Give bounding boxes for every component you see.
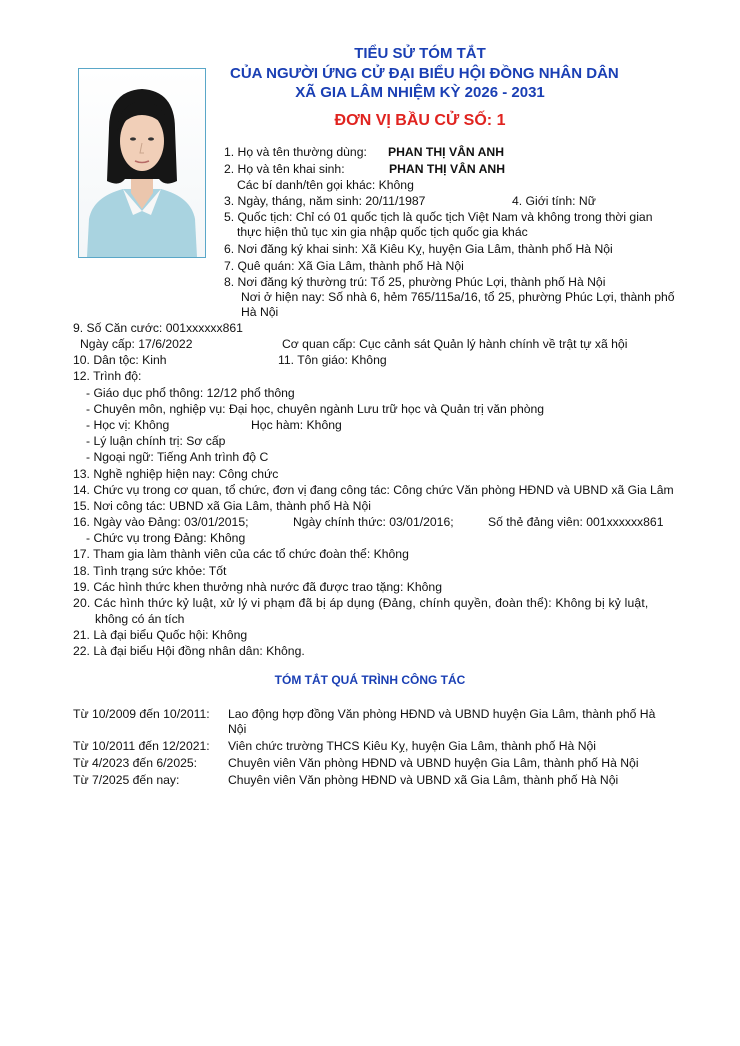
field-foreign-language: - Ngoại ngữ: Tiếng Anh trình độ C	[86, 450, 269, 464]
field-party-card-number: Số thẻ đảng viên: 001xxxxxx861	[488, 515, 664, 529]
field-common-name-label: 1. Họ và tên thường dùng:	[224, 145, 367, 159]
electoral-unit: ĐƠN VỊ BẦU CỬ SỐ: 1	[334, 112, 506, 129]
work-description: Lao động hợp đồng Văn phòng HĐND và UBND huyện Gia Lâm, thành phố Hà	[228, 707, 656, 721]
field-health: 18. Tình trạng sức khỏe: Tốt	[73, 564, 227, 578]
field-general-education: - Giáo dục phổ thông: 12/12 phổ thông	[86, 386, 295, 400]
field-academic-title: Học hàm: Không	[251, 418, 342, 432]
field-nationality: 5. Quốc tịch: Chỉ có 01 quốc tịch là quốc tịch Việt Nam và không trong thời gian	[224, 210, 653, 224]
field-birth-name-value: PHAN THỊ VÂN ANH	[389, 162, 506, 176]
work-description: Chuyên viên Văn phòng HĐND và UBND huyện Gia Lâm, thành phố Hà Nội	[228, 756, 639, 770]
work-history-title: TÓM TẮT QUÁ TRÌNH CÔNG TÁC	[274, 673, 466, 687]
field-current-residence-cont: Hà Nội	[241, 305, 279, 319]
field-position: 14. Chức vụ trong cơ quan, tổ chức, đơn vị đang công tác: Công chức Văn phòng HĐND và UBND xã Gia Lâm	[73, 483, 674, 497]
field-hometown: 7. Quê quán: Xã Gia Lâm, thành phố Hà Nội	[224, 259, 464, 273]
field-organizations: 17. Tham gia làm thành viên của các tổ chức đoàn thể: Không	[73, 547, 409, 561]
field-permanent-residence: 8. Nơi đăng ký thường trú: Tổ 25, phường Phúc Lợi, thành phố Hà Nội	[224, 275, 606, 289]
field-birth-date: 3. Ngày, tháng, năm sinh: 20/11/1987	[224, 194, 426, 208]
field-national-assembly: 21. Là đại biểu Quốc hội: Không	[73, 628, 248, 642]
field-id-issuer: Cơ quan cấp: Cục cảnh sát Quản lý hành chính về trật tự xã hội	[282, 337, 628, 351]
doc-term: XÃ GIA LÂM NHIỆM KỲ 2026 - 2031	[295, 84, 545, 101]
field-party-position: - Chức vụ trong Đảng: Không	[86, 531, 246, 545]
doc-subtitle: CỦA NGƯỜI ỨNG CỬ ĐẠI BIỂU HỘI ĐỒNG NHÂN DÂN	[230, 65, 619, 82]
field-education: 12. Trình độ:	[73, 369, 142, 383]
work-description: Viên chức trường THCS Kiêu Kỵ, huyện Gia Lâm, thành phố Hà Nội	[228, 739, 597, 753]
work-period: Từ 7/2025 đến nay:	[73, 773, 180, 787]
field-ethnicity: 10. Dân tộc: Kinh	[73, 353, 167, 367]
doc-title: TIỂU SỬ TÓM TẮT	[354, 45, 486, 62]
field-discipline: 20. Các hình thức kỷ luật, xử lý vi phạm đã bị áp dụng (Đảng, chính quyền, đoàn thể): Không bị kỷ luật,	[73, 596, 649, 610]
work-period: Từ 10/2009 đến 10/2011:	[73, 707, 210, 721]
field-discipline-cont: không có án tích	[95, 612, 185, 626]
field-aliases: Các bí danh/tên gọi khác: Không	[237, 178, 414, 192]
field-party-official-date: Ngày chính thức: 03/01/2016;	[293, 515, 454, 529]
field-awards: 19. Các hình thức khen thưởng nhà nước đã được trao tặng: Không	[73, 580, 442, 594]
work-description-cont: Nội	[228, 722, 247, 736]
work-period: Từ 4/2023 đến 6/2025:	[73, 756, 198, 770]
field-specialization: - Chuyên môn, nghiệp vụ: Đại học, chuyên ngành Lưu trữ học và Quản trị văn phòng	[86, 402, 545, 416]
portrait-photo	[78, 68, 206, 258]
field-gender: 4. Giới tính: Nữ	[512, 194, 596, 208]
field-current-residence: Nơi ở hiện nay: Số nhà 6, hẻm 765/115a/16, tổ 25, phường Phúc Lợi, thành phố	[241, 290, 675, 304]
work-period: Từ 10/2011 đến 12/2021:	[73, 739, 210, 753]
field-id-number: 9. Số Căn cước: 001xxxxxx861	[73, 321, 243, 335]
field-common-name-value: PHAN THỊ VÂN ANH	[388, 145, 505, 159]
field-nationality-cont: thực hiện thủ tục xin gia nhập quốc tịch quốc gia khác	[237, 225, 528, 239]
field-peoples-council: 22. Là đại biểu Hội đồng nhân dân: Không.	[73, 644, 305, 658]
field-birth-name-label: 2. Họ và tên khai sinh:	[224, 162, 345, 176]
field-occupation: 13. Nghề nghiệp hiện nay: Công chức	[73, 467, 279, 481]
field-party-join-date: 16. Ngày vào Đảng: 03/01/2015;	[73, 515, 249, 529]
field-birth-registration: 6. Nơi đăng ký khai sinh: Xã Kiêu Kỵ, huyện Gia Lâm, thành phố Hà Nội	[224, 242, 613, 256]
portrait-icon	[79, 69, 205, 257]
field-workplace: 15. Nơi công tác: UBND xã Gia Lâm, thành phố Hà Nội	[73, 499, 371, 513]
work-description: Chuyên viên Văn phòng HĐND và UBND xã Gia Lâm, thành phố Hà Nội	[228, 773, 619, 787]
field-degree: - Học vị: Không	[86, 418, 170, 432]
field-religion: 11. Tôn giáo: Không	[278, 353, 387, 367]
field-id-issue-date: Ngày cấp: 17/6/2022	[80, 337, 193, 351]
field-political-theory: - Lý luận chính trị: Sơ cấp	[86, 434, 226, 448]
